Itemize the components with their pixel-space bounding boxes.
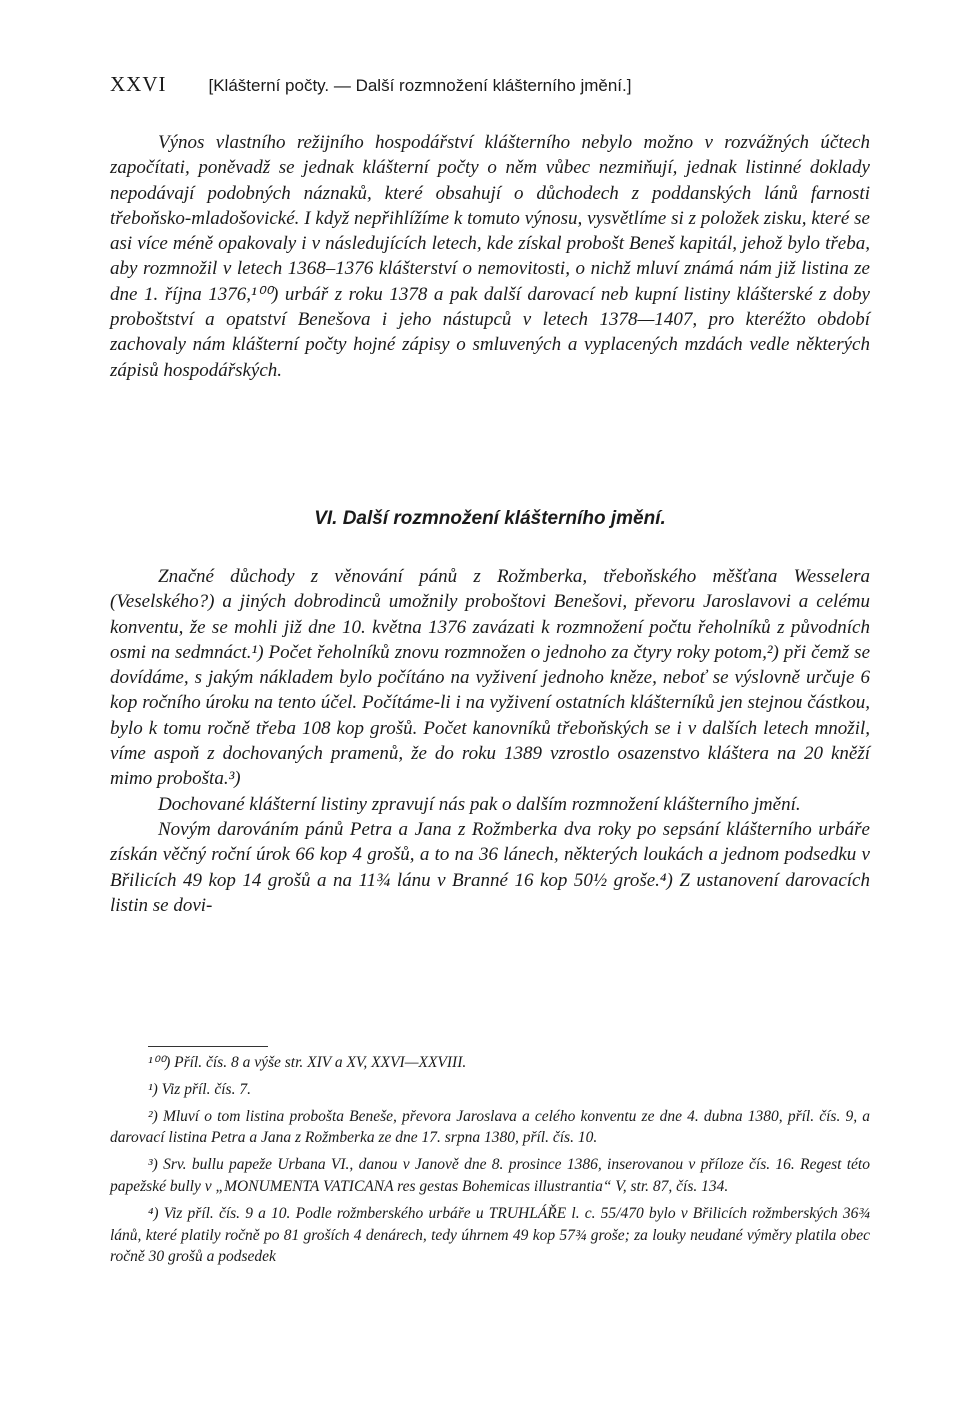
footnote: ¹) Viz příl. čís. 7. <box>148 1080 251 1098</box>
body-paragraph: Značné důchody z věnování pánů z Rožmberka, třeboňského měšťana Wesselera (Veselského?) a jiných dobrodinců umožnily proboštovi Benešovi, převoru Jaroslavovi a celému konventu, že se mohli již dne 10. května 1376 zavázati k rozmnožení počtu řeholníků z původních osmi na sedmnáct.¹) Počet řeholníků znovu rozmnožen o jednoho za čtyry roky potom,²) při čemž se dovídáme, s jakým nákladem bylo počítáno na vyživení jednoho kněze, neboť se výslovně určuje 6 kop ročního úroku na tento účel. Počítáme-li i na vyživení ostatních klášterníků jen stejnou částkou, bylo k tomu ročně třeba 108 kop grošů. Počet kanovníků třeboňských se i v dalších letech množil, víme aspoň z dochovaných pramenů, že do roku 1389 vzrostlo osazenstvo kláštera na 20 kněží mimo probošta.³) <box>110 566 870 790</box>
running-head: [Klášterní počty. — Další rozmnožení klášterního jmění.] <box>208 76 632 95</box>
footnote: ³) Srv. bullu papeže Urbana VI., danou v Janově dne 8. prosince 1386, inserovanou v příloze čís. 16. Regest této papežské bully v „MONUMENTA VATICANA res gestas Bohemicas illustrantia“ V, str. 87, čís. 134. <box>110 1156 870 1195</box>
body-paragraph: Dochované klášterní listiny zpravují nás pak o dalším rozmnožení klášterního jmění. <box>158 793 801 815</box>
footnote-divider <box>148 1046 268 1047</box>
body-paragraph: Novým darováním pánů Petra a Jana z Rožmberka dva roky po sepsání klášterního urbáře získán věčný roční úrok 66 kop 4 grošů, a to na 36 lánech, některých loukách a jednom podsedku v Břilicích 49 kop 14 grošů a na 11¾ lánu v Branné 16 kop 50½ groše.⁴) Z ustanovení darovacích listin se dovi- <box>110 818 870 916</box>
footnotes <box>110 1052 870 1273</box>
page-header <box>110 72 870 102</box>
page-number: XXVI <box>110 72 167 96</box>
footnote: ²) Mluví o tom listina probošta Beneše, převora Jaroslava a celého konventu ze dne 4. dubna 1380, příl. čís. 9, a darovací listina Petra a Jana z Rožmberka ze dne 17. srpna 1380, příl. čís. 10. <box>110 1107 870 1147</box>
section-title: VI. Další rozmnožení klášterního jmění. <box>314 508 666 529</box>
section-body <box>110 564 870 918</box>
footnote: ⁴) Viz příl. čís. 9 a 10. Podle rožmberského urbáře u TRUHLÁŘE l. c. 55/470 bylo v Břilicích rožmberských 36¾ lánů, které platily ročně po 81 groších 4 denárech, tedy úhrnem 49 kop 57¾ groše; za louky neudané výměry platila obec ročně 30 grošů a podsedek <box>110 1204 870 1266</box>
intro-paragraph: Výnos vlastního režijního hospodářství klášterního nebylo možno v rozvážných účtech započítati, poněvadž se jednak klášterní počty o něm vůbec nezmiňují, jednak listinné doklady nepodávají podobných náznaků, které obsahují o důchodech z poddanských lánů farnosti třeboňsko-mladošovické. I když nepřihlížíme k tomuto výnosu, vysvětlíme si z položek zisku, které se asi více méně opakovaly i v následujících letech, kde získal probošt Beneš kapitál, jehož bylo třeba, aby rozmnožil v letech 1368–1376 klášterství o nemovitosti, o nichž mluví známá nám již listina ze dne 1. října 1376,¹⁰⁰) urbář z roku 1378 a pak další darovací neb kupní listiny klášterské z doby proboštství a opatství Benešova i jeho nástupců v letech 1378—1407, pro kteréžto období zachovaly nám klášterní počty hojné zápisy o smluvených a vyplacených mzdách vedle některých zápisů hospodářských. <box>110 132 870 381</box>
intro-section <box>110 130 870 383</box>
footnote: ¹⁰⁰) Příl. čís. 8 a výše str. XIV a XV, XXVI—XXVIII. <box>148 1054 467 1071</box>
